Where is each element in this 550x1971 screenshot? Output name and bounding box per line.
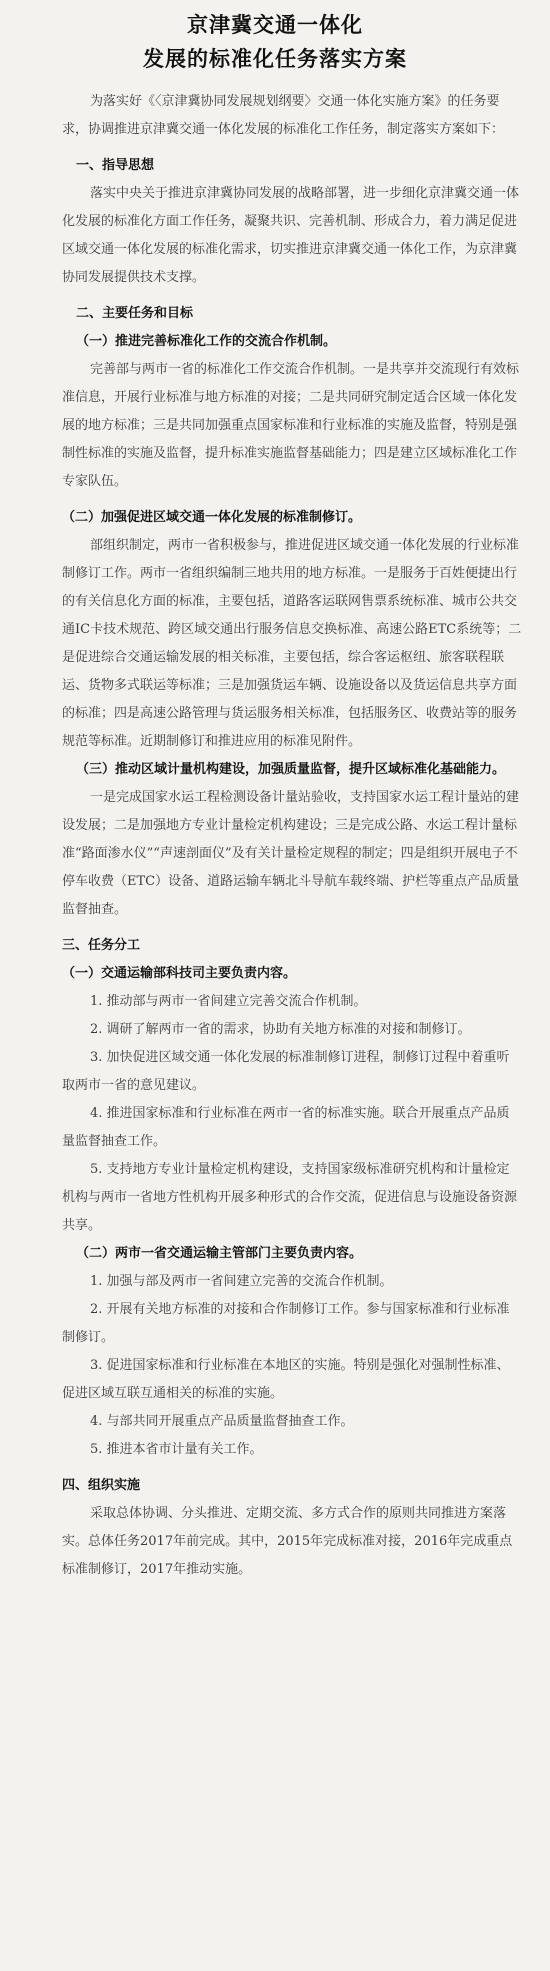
- list-item: 1. 加强与部及两市一省间建立完善的交流合作机制。: [90, 1274, 393, 1289]
- document-title: [0, 0, 550, 76]
- subsection-text: 一是完成国家水运工程检测设备计量站验收，支持国家水运工程计量站的建设发展；二是加强地方专业计量检定机构建设；三是完成公路、水运工程计量标准“路面渗水仪”“声速剖面仪”及有关计量检定规程的制定；四是组织开展电子不停车收费（ETC）设备、道路运输车辆北斗导航车载终端、护栏等重点产品质量监督抽查。: [62, 790, 520, 917]
- subsection-heading: （二）加强促进区域交通一体化发展的标准制修订。: [62, 510, 362, 525]
- list-item: 4. 推进国家标准和行业标准在两市一省的标准实施。联合开展重点产品质量监督抽查工作。: [62, 1106, 510, 1149]
- list-item: 4. 与部共同开展重点产品质量监督抽查工作。: [90, 1414, 354, 1429]
- title-line-2: 发展的标准化任务落实方案: [143, 46, 407, 71]
- list-item: 1. 推动部与两市一省间建立完善交流合作机制。: [90, 994, 367, 1009]
- list-item: 3. 加快促进区域交通一体化发展的标准制修订进程，制修订过程中着重听取两市一省的意见建议。: [62, 1050, 510, 1093]
- subsection-heading: （三）推动区域计量机构建设，加强质量监督，提升区域标准化基础能力。: [76, 762, 506, 777]
- section-heading-tasks: 二、主要任务和目标: [76, 306, 194, 321]
- list-item: 3. 促进国家标准和行业标准在本地区的实施。特别是强化对强制性标准、促进区域互联互通相关的标准的实施。: [62, 1358, 510, 1401]
- title-line-1: 京津冀交通一体化: [187, 12, 363, 37]
- section-heading-guiding: 一、指导思想: [76, 158, 155, 173]
- list-item: 5. 推进本省市计量有关工作。: [90, 1442, 263, 1457]
- subsection-text: 部组织制定，两市一省积极参与，推进促进区域交通一体化发展的行业标准制修订工作。两市一省组织编制三地共用的地方标准。一是服务于百姓便捷出行的有关信息化方面的标准，主要包括，道路客运联网售票系统标准、城市公共交通IC卡技术规范、跨区域交通出行服务信息交换标准、高速公路ETC系统等；二是促进综合交通运输发展的相关标准，主要包括，综合客运枢纽、旅客联程联运、货物多式联运等标准；三是加强货运车辆、设施设备以及货运信息共享方面的标准；四是高速公路管理与货运服务相关标准，包括服务区、收费站等的服务规范等标准。近期制修订和推进应用的标准见附件。: [62, 538, 522, 749]
- section-heading-implementation: 四、组织实施: [62, 1478, 141, 1493]
- section-text-implementation: 采取总体协调、分头推进、定期交流、多方式合作的原则共同推进方案落实。总体任务2017年前完成。其中，2015年完成标准对接，2016年完成重点标准制修订，2017年推动实施。: [62, 1506, 513, 1577]
- subsection-heading: （一）推进完善标准化工作的交流合作机制。: [76, 334, 337, 349]
- intro-paragraph: 为落实好《〈京津冀协同发展规划纲要〉交通一体化实施方案》的任务要求，协调推进京津冀交通一体化发展的标准化工作任务，制定落实方案如下：: [62, 94, 505, 137]
- section-text-guiding: 落实中央关于推进京津冀协同发展的战略部署，进一步细化京津冀交通一体化发展的标准化方面工作任务，凝聚共识、完善机制、形成合力，着力满足促进区域交通一体化发展的标准化需求，切实推进京津冀交通一体化工作，为京津冀协同发展提供技术支撑。: [62, 186, 520, 285]
- document-body: [62, 88, 522, 1584]
- list-item: 2. 调研了解两市一省的需求，协助有关地方标准的对接和制修订。: [90, 1022, 471, 1037]
- subsection-heading: （二）两市一省交通运输主管部门主要负责内容。: [76, 1246, 363, 1261]
- subsection-text: 完善部与两市一省的标准化工作交流合作机制。一是共享并交流现行有效标准信息，开展行业标准与地方标准的对接；二是共同研究制定适合区域一体化发展的地方标准；三是共同加强重点国家标准和行业标准的实施及监督，特别是强制性标准的实施及监督，提升标准实施监督基础能力；四是建立区域标准化工作专家队伍。: [62, 362, 520, 489]
- section-heading-division: 三、任务分工: [62, 938, 141, 953]
- list-item: 2. 开展有关地方标准的对接和合作制修订工作。参与国家标准和行业标准制修订。: [62, 1302, 510, 1345]
- subsection-heading: （一）交通运输部科技司主要负责内容。: [62, 966, 297, 981]
- list-item: 5. 支持地方专业计量检定机构建设，支持国家级标准研究机构和计量检定机构与两市一省地方性机构开展多种形式的合作交流，促进信息与设施设备资源共享。: [62, 1162, 518, 1233]
